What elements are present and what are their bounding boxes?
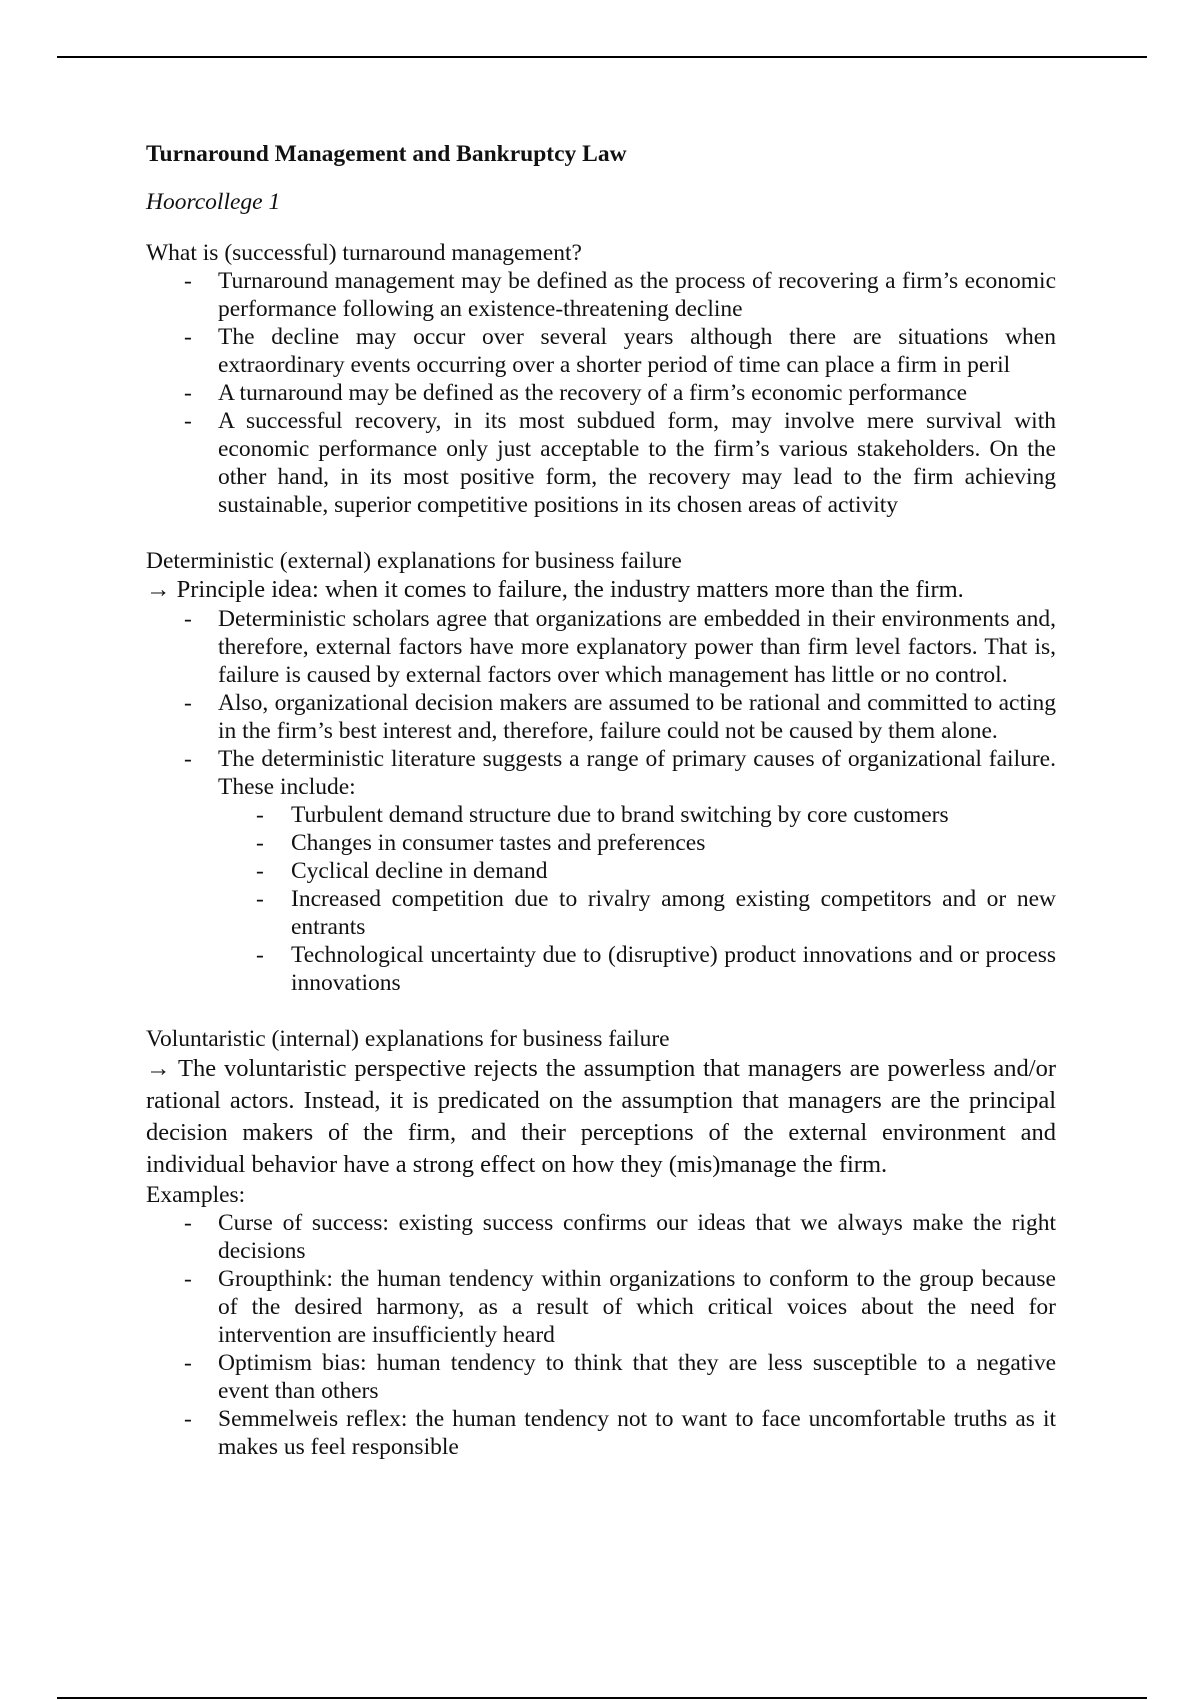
list-item: - The deterministic literature suggests a range of primary causes of organizational failure. These include: <box>146 745 1056 801</box>
spacer <box>146 519 1056 547</box>
list-item: - Cyclical decline in demand <box>146 857 1056 885</box>
document-body <box>146 140 1056 1461</box>
sub-bullet-list <box>146 801 1056 997</box>
section-voluntaristic <box>146 1025 1056 1461</box>
list-item: - Optimism bias: human tendency to think that they are less susceptible to a negative event than others <box>146 1349 1056 1405</box>
list-item: - Groupthink: the human tendency within organizations to conform to the group because of the desired harmony, as a result of which critical voices about the need for intervention are insufficiently heard <box>146 1265 1056 1349</box>
section-heading: Deterministic (external) explanations for business failure <box>146 548 682 574</box>
list-item: - Deterministic scholars agree that organizations are embedded in their environments and, therefore, external factors have more explanatory power than firm level factors. That is, failure is caused by external factors over which management has little or no control. <box>146 605 1056 689</box>
list-item: - Curse of success: existing success confirms our ideas that we always make the right decisions <box>146 1209 1056 1265</box>
list-item: - The decline may occur over several years although there are situations when extraordinary events occurring over a shorter period of time can place a firm in peril <box>146 323 1056 379</box>
document-title: Turnaround Management and Bankruptcy Law <box>146 141 627 167</box>
list-item: - Semmelweis reflex: the human tendency not to want to face uncomfortable truths as it makes us feel responsible <box>146 1405 1056 1461</box>
list-item: - Turnaround management may be defined as the process of recovering a firm’s economic performance following an existence-threatening decline <box>146 267 1056 323</box>
principle-idea: → Principle idea: when it comes to failure, the industry matters more than the firm. <box>146 576 964 603</box>
bullet-list <box>146 1209 1056 1461</box>
section-turnaround <box>146 239 1056 519</box>
bottom-rule <box>57 1697 1147 1699</box>
examples-label: Examples: <box>146 1182 246 1208</box>
list-item: - A successful recovery, in its most subdued form, may involve mere survival with economic performance only just acceptable to the firm’s various stakeholders. On the other hand, in its most positive form, the recovery may lead to the firm achieving sustainable, superior competitive positions in its chosen areas of activity <box>146 407 1056 519</box>
bullet-list <box>146 267 1056 519</box>
section-heading: Voluntaristic (internal) explanations for business failure <box>146 1026 670 1052</box>
list-item: - Changes in consumer tastes and preferences <box>146 829 1056 857</box>
document-subtitle: Hoorcollege 1 <box>146 189 281 215</box>
list-item: - A turnaround may be defined as the recovery of a firm’s economic performance <box>146 379 1056 407</box>
list-item: - Also, organizational decision makers are assumed to be rational and committed to acting in the firm’s best interest and, therefore, failure could not be caused by them alone. <box>146 689 1056 745</box>
list-item: - Increased competition due to rivalry among existing competitors and or new entrants <box>146 885 1056 941</box>
bullet-list <box>146 605 1056 801</box>
list-item: - Technological uncertainty due to (disruptive) product innovations and or process innovations <box>146 941 1056 997</box>
top-rule <box>57 56 1147 58</box>
section-deterministic <box>146 547 1056 997</box>
list-item: - Turbulent demand structure due to brand switching by core customers <box>146 801 1056 829</box>
voluntaristic-paragraph: → The voluntaristic perspective rejects the assumption that managers are powerless and/or rational actors. Instead, it is predicated on the assumption that managers are the principal decision makers of the firm, and their perceptions of the external environment and individual behavior have a strong effect on how they (mis)manage the firm. <box>146 1055 1056 1178</box>
section-heading: What is (successful) turnaround management? <box>146 240 582 266</box>
spacer <box>146 997 1056 1025</box>
